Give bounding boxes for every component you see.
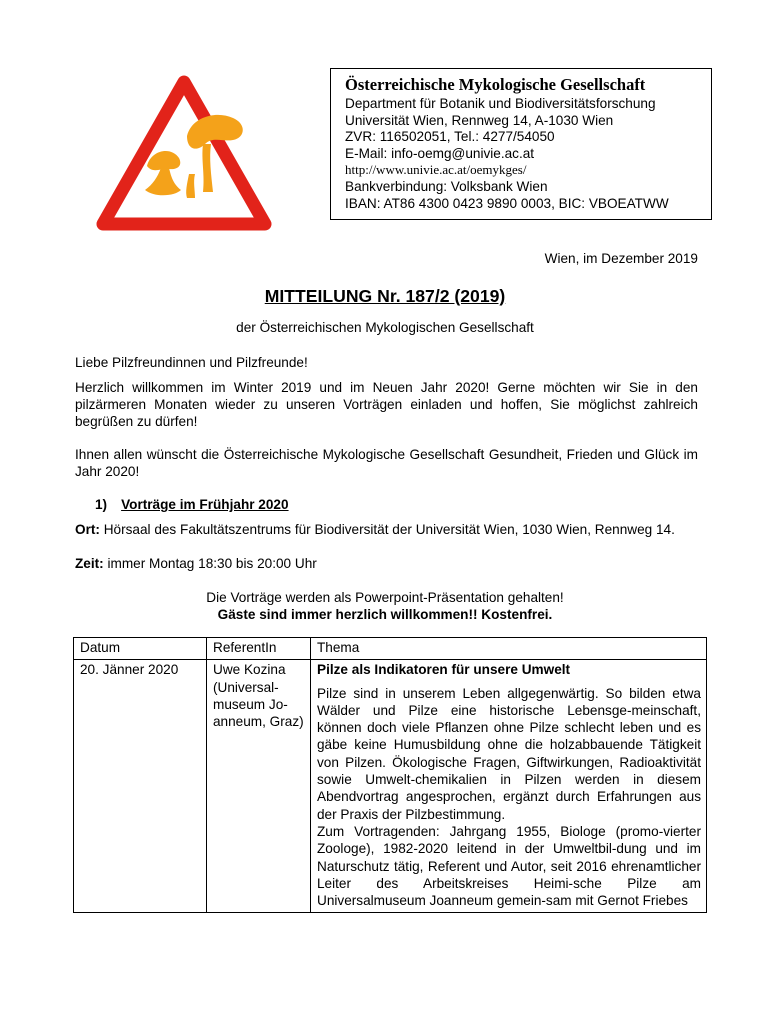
location-text: Hörsaal des Fakultätszentrums für Biodiversität der Universität Wien, 1030 Wien, Rennweg 14.	[99, 522, 675, 537]
header-date: Datum	[74, 638, 207, 660]
welcome-paragraph: Herzlich willkommen im Winter 2019 und im Neuen Jahr 2020! Gerne möchten wir Sie in den pilzärmeren Monaten wieder zu unseren Vorträgen einladen und hoffen, Sie möglichst zahlreich begrüßen zu dürfen!	[75, 380, 698, 429]
speaker-bio: Zum Vortragenden: Jahrgang 1955, Biologe (promo-vierter Zoologe), 1982-2020 leitend in der Umweltbil-dung und im Naturschutz tätig, Referent und Autor, seit 2016 ehrenamtlicher Leiter des Arbeitskreises Heimi-sche Pilze am Universalmuseum Joanneum gemein-sam mit Gernot Friebes	[317, 823, 701, 909]
section-title: Vorträge im Frühjahr 2020	[121, 497, 289, 512]
title-text: MITTEILUNG Nr. 187/2 (2019)	[264, 286, 506, 306]
document-subtitle: der Österreichischen Mykologischen Gesellschaft	[236, 320, 534, 335]
header-speaker: ReferentIn	[207, 638, 311, 660]
time-label: Zeit:	[75, 556, 104, 571]
email-line[interactable]: E-Mail: info-oemg@univie.ac.at	[345, 145, 535, 161]
address-line: Universität Wien, Rennweg 14, A-1030 Wien	[345, 112, 614, 128]
iban-line: IBAN: AT86 4300 0423 9890 0003, BIC: VBOEATWW	[345, 195, 669, 211]
header-theme: Thema	[311, 638, 707, 660]
department-line: Department für Botanik und Biodiversitätsforschung	[345, 96, 656, 111]
row-theme	[311, 660, 707, 913]
theme-title: Pilze als Indikatoren für unsere Umwelt	[317, 662, 571, 678]
location-label: Ort:	[75, 522, 100, 537]
row-date: 20. Jänner 2020	[74, 660, 207, 913]
table-row	[74, 660, 707, 913]
bank-line: Bankverbindung: Volksbank Wien	[345, 178, 548, 194]
zvr-phone-line: ZVR: 116502051, Tel.: 4277/54050	[345, 129, 555, 145]
location-paragraph	[75, 521, 698, 538]
website-link[interactable]: http://www.univie.ac.at/oemykges/	[345, 162, 527, 178]
mushroom-logo-icon	[95, 74, 273, 240]
document-title	[0, 286, 770, 307]
greeting: Liebe Pilzfreundinnen und Pilzfreunde!	[75, 355, 308, 370]
time-paragraph	[75, 555, 698, 572]
presentation-note: Die Vorträge werden als Powerpoint-Präsentation gehalten!	[206, 590, 564, 605]
row-speaker: Uwe Kozina (Universal-museum Jo-anneum, Graz)	[207, 660, 311, 913]
section-heading	[95, 497, 289, 512]
lecture-table	[73, 637, 707, 913]
guests-note: Gäste sind immer herzlich willkommen!! Kostenfrei.	[217, 607, 553, 622]
date-line: Wien, im Dezember 2019	[544, 251, 698, 266]
table-header-row	[74, 638, 707, 660]
letterhead-box	[330, 68, 712, 220]
wish-paragraph: Ihnen allen wünscht die Österreichische Mykologische Gesellschaft Gesundheit, Frieden und Glück im Jahr 2020!	[75, 447, 698, 479]
time-text: immer Montag 18:30 bis 20:00 Uhr	[103, 556, 317, 571]
organization-name: Österreichische Mykologische Gesellschaft	[345, 75, 646, 94]
section-number: 1)	[95, 497, 108, 512]
theme-description: Pilze sind in unserem Leben allgegenwärtig. So bilden etwa Wälder und Pilze eine historische Lebensge-meinschaft, können doch viele Pflanzen ohne Pilze schlecht leben und es gäbe keine Humusbildung ohne die holzabbauende Tätigkeit von Pilzen. Ökologische Fragen, Giftwirkungen, Radioaktivität sowie Umwelt-chemikalien in Pilzen werden in diesem Abendvortrag angesprochen, ergänzt durch Erfahrungen aus der Praxis der Pilzbestimmung.	[317, 685, 701, 822]
